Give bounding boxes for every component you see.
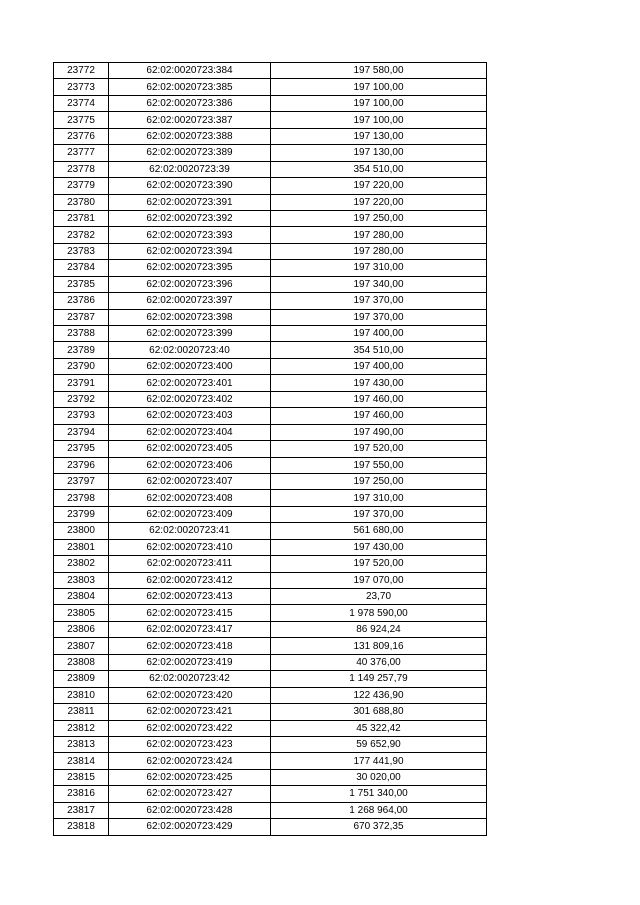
cadastral-number-cell: 62:02:0020723:390 bbox=[109, 178, 271, 194]
cadastral-number-cell: 62:02:0020723:419 bbox=[109, 654, 271, 670]
cadastral-number-cell: 62:02:0020723:397 bbox=[109, 293, 271, 309]
table-row bbox=[54, 276, 487, 292]
cadastral-number-cell: 62:02:0020723:404 bbox=[109, 424, 271, 440]
cadastral-value-cell: 197 370,00 bbox=[271, 506, 487, 522]
row-number-cell: 23788 bbox=[54, 326, 109, 342]
cadastral-number-cell: 62:02:0020723:388 bbox=[109, 128, 271, 144]
row-number-cell: 23786 bbox=[54, 293, 109, 309]
row-number-cell: 23780 bbox=[54, 194, 109, 210]
cadastral-value-cell: 197 130,00 bbox=[271, 128, 487, 144]
cadastral-value-cell: 59 652,90 bbox=[271, 736, 487, 752]
cadastral-value-cell: 197 070,00 bbox=[271, 572, 487, 588]
table-row bbox=[54, 687, 487, 703]
table-row bbox=[54, 260, 487, 276]
table-row bbox=[54, 79, 487, 95]
table-row bbox=[54, 802, 487, 818]
cadastral-number-cell: 62:02:0020723:403 bbox=[109, 408, 271, 424]
row-number-cell: 23791 bbox=[54, 375, 109, 391]
table-row bbox=[54, 243, 487, 259]
row-number-cell: 23803 bbox=[54, 572, 109, 588]
table-row bbox=[54, 654, 487, 670]
cadastral-number-cell: 62:02:0020723:395 bbox=[109, 260, 271, 276]
table-row bbox=[54, 490, 487, 506]
cadastral-value-cell: 197 400,00 bbox=[271, 358, 487, 374]
row-number-cell: 23793 bbox=[54, 408, 109, 424]
table-row bbox=[54, 63, 487, 79]
cadastral-value-cell: 131 809,16 bbox=[271, 638, 487, 654]
row-number-cell: 23801 bbox=[54, 539, 109, 555]
table-row bbox=[54, 293, 487, 309]
row-number-cell: 23815 bbox=[54, 769, 109, 785]
table-row bbox=[54, 736, 487, 752]
row-number-cell: 23789 bbox=[54, 342, 109, 358]
row-number-cell: 23781 bbox=[54, 210, 109, 226]
table-row bbox=[54, 441, 487, 457]
table-body bbox=[54, 63, 487, 836]
cadastral-value-cell: 197 280,00 bbox=[271, 227, 487, 243]
cadastral-number-cell: 62:02:0020723:427 bbox=[109, 786, 271, 802]
row-number-cell: 23775 bbox=[54, 112, 109, 128]
row-number-cell: 23808 bbox=[54, 654, 109, 670]
row-number-cell: 23807 bbox=[54, 638, 109, 654]
cadastral-value-cell: 197 550,00 bbox=[271, 457, 487, 473]
row-number-cell: 23790 bbox=[54, 358, 109, 374]
cadastral-value-cell: 45 322,42 bbox=[271, 720, 487, 736]
cadastral-number-cell: 62:02:0020723:405 bbox=[109, 441, 271, 457]
cadastral-number-cell: 62:02:0020723:428 bbox=[109, 802, 271, 818]
table-row bbox=[54, 210, 487, 226]
row-number-cell: 23816 bbox=[54, 786, 109, 802]
cadastral-value-cell: 197 520,00 bbox=[271, 441, 487, 457]
row-number-cell: 23814 bbox=[54, 753, 109, 769]
table-row bbox=[54, 424, 487, 440]
cadastral-number-cell: 62:02:0020723:407 bbox=[109, 473, 271, 489]
row-number-cell: 23782 bbox=[54, 227, 109, 243]
table-row bbox=[54, 523, 487, 539]
cadastral-value-cell: 197 460,00 bbox=[271, 408, 487, 424]
row-number-cell: 23796 bbox=[54, 457, 109, 473]
cadastral-value-table bbox=[53, 62, 487, 836]
table-row bbox=[54, 638, 487, 654]
cadastral-number-cell: 62:02:0020723:402 bbox=[109, 391, 271, 407]
cadastral-number-cell: 62:02:0020723:423 bbox=[109, 736, 271, 752]
cadastral-number-cell: 62:02:0020723:409 bbox=[109, 506, 271, 522]
cadastral-number-cell: 62:02:0020723:398 bbox=[109, 309, 271, 325]
table-row bbox=[54, 145, 487, 161]
table-row bbox=[54, 326, 487, 342]
row-number-cell: 23810 bbox=[54, 687, 109, 703]
cadastral-number-cell: 62:02:0020723:384 bbox=[109, 63, 271, 79]
cadastral-number-cell: 62:02:0020723:417 bbox=[109, 621, 271, 637]
row-number-cell: 23802 bbox=[54, 556, 109, 572]
table-row bbox=[54, 769, 487, 785]
row-number-cell: 23792 bbox=[54, 391, 109, 407]
cadastral-value-cell: 197 490,00 bbox=[271, 424, 487, 440]
table-row bbox=[54, 161, 487, 177]
cadastral-value-cell: 197 400,00 bbox=[271, 326, 487, 342]
cadastral-number-cell: 62:02:0020723:408 bbox=[109, 490, 271, 506]
cadastral-number-cell: 62:02:0020723:415 bbox=[109, 605, 271, 621]
table-row bbox=[54, 589, 487, 605]
table-row bbox=[54, 358, 487, 374]
cadastral-number-cell: 62:02:0020723:392 bbox=[109, 210, 271, 226]
table-row bbox=[54, 128, 487, 144]
row-number-cell: 23813 bbox=[54, 736, 109, 752]
row-number-cell: 23809 bbox=[54, 671, 109, 687]
row-number-cell: 23779 bbox=[54, 178, 109, 194]
cadastral-number-cell: 62:02:0020723:424 bbox=[109, 753, 271, 769]
cadastral-number-cell: 62:02:0020723:420 bbox=[109, 687, 271, 703]
table-row bbox=[54, 391, 487, 407]
cadastral-value-cell: 177 441,90 bbox=[271, 753, 487, 769]
cadastral-value-cell: 40 376,00 bbox=[271, 654, 487, 670]
row-number-cell: 23812 bbox=[54, 720, 109, 736]
row-number-cell: 23800 bbox=[54, 523, 109, 539]
row-number-cell: 23787 bbox=[54, 309, 109, 325]
cadastral-value-cell: 197 250,00 bbox=[271, 473, 487, 489]
cadastral-number-cell: 62:02:0020723:421 bbox=[109, 704, 271, 720]
cadastral-value-cell: 301 688,80 bbox=[271, 704, 487, 720]
row-number-cell: 23806 bbox=[54, 621, 109, 637]
cadastral-value-cell: 1 149 257,79 bbox=[271, 671, 487, 687]
cadastral-value-cell: 197 220,00 bbox=[271, 178, 487, 194]
table-row bbox=[54, 375, 487, 391]
cadastral-number-cell: 62:02:0020723:418 bbox=[109, 638, 271, 654]
table-row bbox=[54, 621, 487, 637]
row-number-cell: 23785 bbox=[54, 276, 109, 292]
cadastral-value-cell: 197 370,00 bbox=[271, 293, 487, 309]
table-row bbox=[54, 786, 487, 802]
cadastral-value-cell: 197 280,00 bbox=[271, 243, 487, 259]
table-row bbox=[54, 342, 487, 358]
cadastral-number-cell: 62:02:0020723:389 bbox=[109, 145, 271, 161]
cadastral-number-cell: 62:02:0020723:393 bbox=[109, 227, 271, 243]
cadastral-value-cell: 197 100,00 bbox=[271, 79, 487, 95]
table-row bbox=[54, 506, 487, 522]
cadastral-value-cell: 354 510,00 bbox=[271, 342, 487, 358]
row-number-cell: 23797 bbox=[54, 473, 109, 489]
cadastral-number-cell: 62:02:0020723:387 bbox=[109, 112, 271, 128]
cadastral-number-cell: 62:02:0020723:425 bbox=[109, 769, 271, 785]
row-number-cell: 23795 bbox=[54, 441, 109, 457]
cadastral-number-cell: 62:02:0020723:422 bbox=[109, 720, 271, 736]
table-row bbox=[54, 539, 487, 555]
cadastral-value-cell: 197 130,00 bbox=[271, 145, 487, 161]
table-row bbox=[54, 112, 487, 128]
row-number-cell: 23783 bbox=[54, 243, 109, 259]
table-row bbox=[54, 753, 487, 769]
cadastral-number-cell: 62:02:0020723:400 bbox=[109, 358, 271, 374]
cadastral-value-cell: 197 310,00 bbox=[271, 490, 487, 506]
cadastral-value-cell: 197 100,00 bbox=[271, 95, 487, 111]
row-number-cell: 23811 bbox=[54, 704, 109, 720]
cadastral-number-cell: 62:02:0020723:391 bbox=[109, 194, 271, 210]
cadastral-number-cell: 62:02:0020723:413 bbox=[109, 589, 271, 605]
row-number-cell: 23776 bbox=[54, 128, 109, 144]
table-row bbox=[54, 704, 487, 720]
cadastral-value-cell: 30 020,00 bbox=[271, 769, 487, 785]
cadastral-number-cell: 62:02:0020723:410 bbox=[109, 539, 271, 555]
cadastral-number-cell: 62:02:0020723:399 bbox=[109, 326, 271, 342]
cadastral-value-cell: 86 924,24 bbox=[271, 621, 487, 637]
cadastral-number-cell: 62:02:0020723:39 bbox=[109, 161, 271, 177]
cadastral-value-cell: 1 268 964,00 bbox=[271, 802, 487, 818]
row-number-cell: 23818 bbox=[54, 819, 109, 835]
table-row bbox=[54, 457, 487, 473]
cadastral-value-cell: 197 340,00 bbox=[271, 276, 487, 292]
cadastral-number-cell: 62:02:0020723:396 bbox=[109, 276, 271, 292]
row-number-cell: 23804 bbox=[54, 589, 109, 605]
cadastral-value-cell: 197 250,00 bbox=[271, 210, 487, 226]
table-row bbox=[54, 605, 487, 621]
cadastral-value-cell: 197 520,00 bbox=[271, 556, 487, 572]
cadastral-number-cell: 62:02:0020723:406 bbox=[109, 457, 271, 473]
table-row bbox=[54, 309, 487, 325]
cadastral-value-cell: 23,70 bbox=[271, 589, 487, 605]
row-number-cell: 23799 bbox=[54, 506, 109, 522]
cadastral-value-cell: 197 430,00 bbox=[271, 375, 487, 391]
cadastral-value-cell: 354 510,00 bbox=[271, 161, 487, 177]
cadastral-value-cell: 561 680,00 bbox=[271, 523, 487, 539]
cadastral-value-cell: 1 978 590,00 bbox=[271, 605, 487, 621]
row-number-cell: 23784 bbox=[54, 260, 109, 276]
cadastral-number-cell: 62:02:0020723:411 bbox=[109, 556, 271, 572]
table-row bbox=[54, 473, 487, 489]
row-number-cell: 23805 bbox=[54, 605, 109, 621]
table-row bbox=[54, 178, 487, 194]
table-row bbox=[54, 408, 487, 424]
row-number-cell: 23778 bbox=[54, 161, 109, 177]
cadastral-value-cell: 197 370,00 bbox=[271, 309, 487, 325]
table-row bbox=[54, 194, 487, 210]
cadastral-number-cell: 62:02:0020723:385 bbox=[109, 79, 271, 95]
cadastral-number-cell: 62:02:0020723:386 bbox=[109, 95, 271, 111]
cadastral-number-cell: 62:02:0020723:412 bbox=[109, 572, 271, 588]
cadastral-value-cell: 197 460,00 bbox=[271, 391, 487, 407]
cadastral-value-cell: 197 580,00 bbox=[271, 63, 487, 79]
table-row bbox=[54, 720, 487, 736]
cadastral-number-cell: 62:02:0020723:42 bbox=[109, 671, 271, 687]
row-number-cell: 23773 bbox=[54, 79, 109, 95]
table-row bbox=[54, 227, 487, 243]
cadastral-number-cell: 62:02:0020723:40 bbox=[109, 342, 271, 358]
row-number-cell: 23798 bbox=[54, 490, 109, 506]
cadastral-number-cell: 62:02:0020723:41 bbox=[109, 523, 271, 539]
row-number-cell: 23817 bbox=[54, 802, 109, 818]
row-number-cell: 23774 bbox=[54, 95, 109, 111]
row-number-cell: 23794 bbox=[54, 424, 109, 440]
table-row bbox=[54, 671, 487, 687]
row-number-cell: 23772 bbox=[54, 63, 109, 79]
cadastral-number-cell: 62:02:0020723:401 bbox=[109, 375, 271, 391]
cadastral-value-cell: 670 372,35 bbox=[271, 819, 487, 835]
cadastral-number-cell: 62:02:0020723:394 bbox=[109, 243, 271, 259]
cadastral-value-cell: 122 436,90 bbox=[271, 687, 487, 703]
cadastral-value-cell: 197 220,00 bbox=[271, 194, 487, 210]
cadastral-number-cell: 62:02:0020723:429 bbox=[109, 819, 271, 835]
cadastral-value-cell: 1 751 340,00 bbox=[271, 786, 487, 802]
cadastral-value-cell: 197 430,00 bbox=[271, 539, 487, 555]
cadastral-value-cell: 197 310,00 bbox=[271, 260, 487, 276]
table-row bbox=[54, 819, 487, 835]
cadastral-value-cell: 197 100,00 bbox=[271, 112, 487, 128]
table-row bbox=[54, 556, 487, 572]
table-row bbox=[54, 572, 487, 588]
row-number-cell: 23777 bbox=[54, 145, 109, 161]
table-row bbox=[54, 95, 487, 111]
